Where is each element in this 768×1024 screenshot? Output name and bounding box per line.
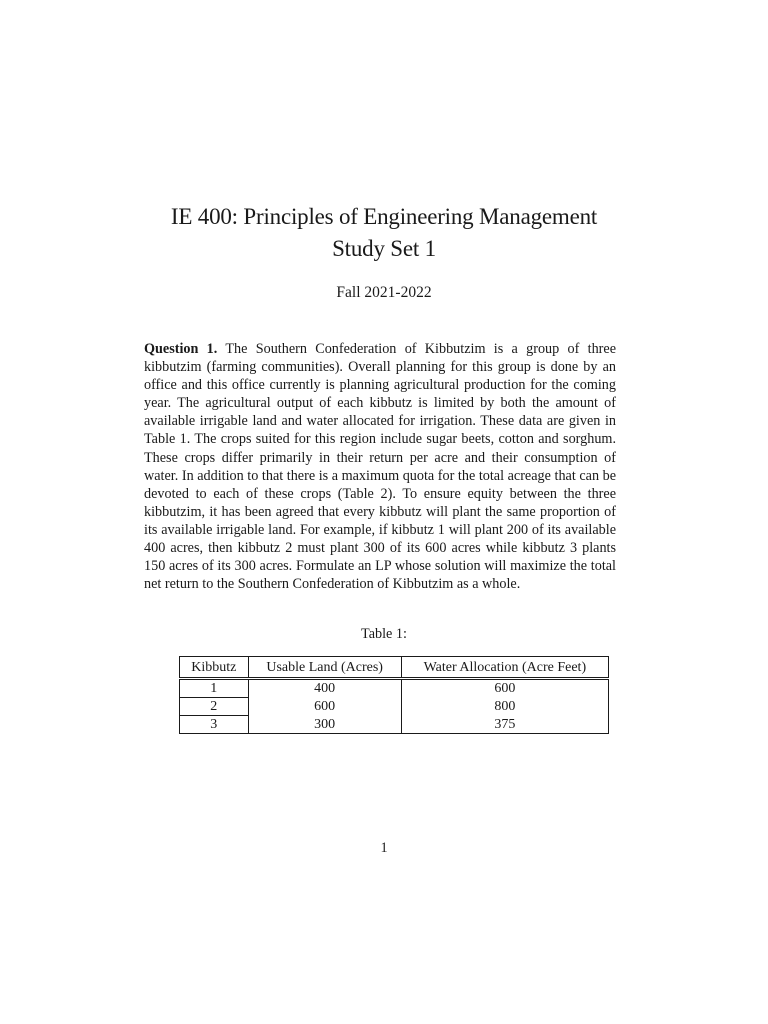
document-title xyxy=(0,201,768,265)
table-row xyxy=(180,679,609,698)
course-title: IE 400: Principles of Engineering Management xyxy=(170,204,598,229)
water-cell: 600 xyxy=(401,679,608,698)
land-cell: 300 xyxy=(248,716,401,734)
header-water-allocation: Water Allocation (Acre Feet) xyxy=(401,657,608,679)
header-usable-land: Usable Land (Acres) xyxy=(248,657,401,679)
question-1 xyxy=(144,340,616,593)
table-header-row xyxy=(180,657,609,679)
table-caption: Table 1: xyxy=(361,626,407,642)
land-cell: 600 xyxy=(248,698,401,716)
header-kibbutz: Kibbutz xyxy=(180,657,249,679)
kibbutz-cell: 3 xyxy=(180,716,249,734)
term-date: Fall 2021-2022 xyxy=(336,284,432,301)
page-number: 1 xyxy=(380,840,388,856)
kibbutz-table xyxy=(179,656,609,734)
question-text: The Southern Confederation of Kibbutzim is a group of three kibbutzim (farming communities). Overall planning for this group is done by an office and this office currently is planning agricultural production for the coming year. The agricultural output of each kibbutz is limited by both the amount of available irrigable land and water allocated for irrigation. These data are given in Table 1. The crops suited for this region include sugar beets, cotton and sorghum. These crops differ primarily in their return per acre and their consumption of water. In addition to that there is a maximum quota for the total acreage that can be devoted to each of these crops (Table 2). To ensure equity between the three kibbutzim, it has been agreed that every kibbutz will plant the same proportion of its available irrigable land. For example, if kibbutz 1 will plant 200 of its available 400 acres, then kibbutz 2 must plant 300 of its 600 acres while kibbutz 3 plants 150 acres of its 300 acres. Formulate an LP whose solution will maximize the total net return to the Southern Confederation of Kibbutzim as a whole. xyxy=(144,341,616,593)
study-set-title: Study Set 1 xyxy=(332,236,436,261)
kibbutz-cell: 1 xyxy=(180,679,249,698)
water-cell: 375 xyxy=(401,716,608,734)
question-label: Question 1. xyxy=(144,341,218,357)
water-cell: 800 xyxy=(401,698,608,716)
table-row xyxy=(180,698,609,716)
kibbutz-cell: 2 xyxy=(180,698,249,716)
land-cell: 400 xyxy=(248,679,401,698)
table-row xyxy=(180,716,609,734)
